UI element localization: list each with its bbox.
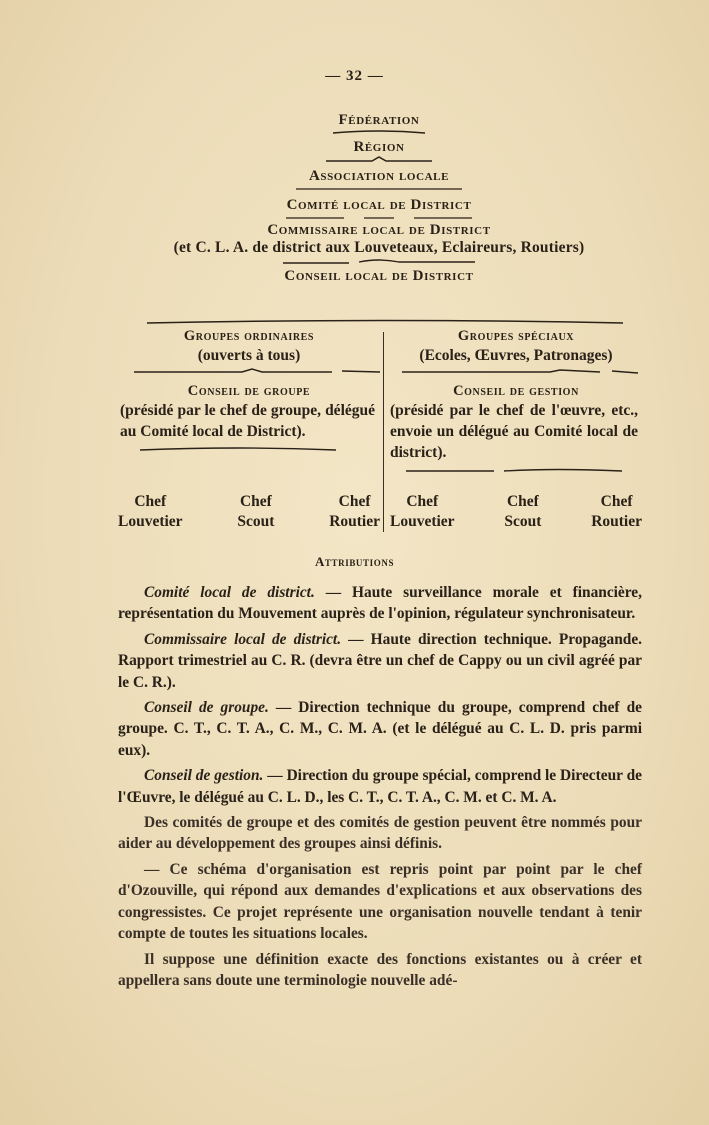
level-commissaire-local: Commissaire local de District (267, 222, 491, 238)
paragraph-definition (118, 949, 642, 992)
org-chart-hierarchy (118, 112, 640, 285)
chef-routier (591, 492, 642, 532)
paragraph-text: — Direction du groupe spécial, comprend le Directeur de l'Œuvre, le délégué au C. L. D., les C. T., C. T. A., C. M. et C. M. A. (118, 767, 642, 806)
level-comite-local: Comité local de District (286, 197, 472, 213)
paragraph-conseil-groupe (118, 697, 642, 761)
chef-label: Chef (406, 493, 439, 510)
chef-scout (237, 492, 274, 532)
chef-scout (504, 492, 541, 532)
separator-rule (132, 367, 382, 376)
branch-subtitle: (Ecoles, Œuvres, Patronages) (419, 347, 613, 364)
chef-role: Routier (329, 513, 380, 530)
paragraph-text: — Haute surveillance morale et financière, représentation du Mouvement auprès de l'opinion, régulateur synchronisateur. (118, 584, 642, 623)
separator-rule (145, 318, 625, 326)
branch-title: Groupes spéciaux (457, 328, 575, 344)
attributions-title: Attributions (314, 554, 395, 569)
separator-rule (324, 156, 434, 164)
column-divider (383, 332, 384, 532)
chef-list (390, 492, 642, 532)
separator-rule (279, 257, 479, 267)
chef-list (118, 492, 380, 532)
chef-role: Scout (504, 513, 542, 530)
chef-role: Louvetier (390, 513, 455, 530)
chef-label: Chef (239, 493, 272, 510)
council-text: (présidé par le chef de l'œuvre, etc., envoie un délégué au Comité local de district). (390, 402, 638, 461)
council-title: Conseil de gestion (453, 383, 579, 399)
paragraph-commissaire (118, 629, 642, 693)
page-number: — 32 — (325, 68, 384, 84)
attributions-body (118, 582, 642, 995)
level-region: Région (353, 139, 405, 155)
paragraph-comite (118, 582, 642, 625)
paragraph-conseil-gestion (118, 765, 642, 808)
org-chart-branches (118, 328, 642, 534)
paragraph-schema (118, 859, 642, 945)
council-text: (présidé par le chef de groupe, délégué au Comité local de District). (120, 402, 375, 440)
level-federation: Fédération (338, 112, 420, 128)
chef-louvetier (118, 492, 183, 532)
paragraph-term: Comité local de district. (144, 584, 315, 601)
chef-label: Chef (338, 493, 371, 510)
paragraph-term: Conseil de groupe. (144, 699, 269, 717)
branch-groupes-speciaux (390, 328, 642, 530)
separator-rule (329, 129, 429, 137)
level-conseil-local: Conseil local de District (284, 268, 474, 284)
chef-role: Routier (591, 513, 642, 530)
separator-rule (138, 446, 338, 454)
chef-louvetier (390, 492, 455, 532)
council-title: Conseil de groupe (187, 383, 311, 399)
branch-subtitle: (ouverts à tous) (197, 347, 301, 364)
chef-label: Chef (134, 493, 167, 510)
separator-rule (294, 185, 464, 193)
paragraph-text: Il suppose une définition exacte des fonctions existantes ou à créer et appellera sans doute une terminologie nouvelle adé- (118, 950, 642, 989)
branch-groupes-ordinaires (118, 328, 380, 530)
paragraph-term: Conseil de gestion. (144, 767, 264, 785)
chef-label: Chef (600, 493, 633, 510)
level-association-locale: Association locale (308, 168, 450, 184)
paragraph-comites (118, 812, 642, 855)
chef-role: Louvetier (118, 513, 183, 530)
separator-rule (404, 467, 624, 475)
chef-routier (329, 492, 380, 532)
paragraph-text: — Haute direction technique. Propagande. Rapport trimestriel au C. R. (devra être un chef de Cappy ou un civil agréé par le C. R.). (118, 630, 642, 691)
branch-title: Groupes ordinaires (183, 328, 315, 344)
chef-role: Scout (237, 513, 275, 530)
paragraph-text: — Direction technique du groupe, comprend chef de groupe. C. T., C. T. A., C. M., C. M. A. (et le délégué au C. L. D. pris parmi eux). (118, 699, 642, 759)
chef-label: Chef (506, 493, 539, 510)
paragraph-term: Commissaire local de district. (144, 630, 342, 648)
level-commissaire-note: (et C. L. A. de district aux Louveteaux, Eclaireurs, Routiers) (173, 239, 585, 256)
separator-rule (400, 367, 640, 376)
paragraph-text: Des comités de groupe et des comités de gestion peuvent être nommés pour aider au développement des groupes ainsi définis. (118, 814, 642, 853)
separator-rule (284, 214, 474, 222)
paragraph-text: — Ce schéma d'organisation est repris point par point par le chef d'Ozouville, qui répond aux demandes d'explications et aux observations des congressistes. Ce projet représente une organisation nouvelle tendant à tenir compte de toutes les situations locales. (118, 860, 642, 943)
